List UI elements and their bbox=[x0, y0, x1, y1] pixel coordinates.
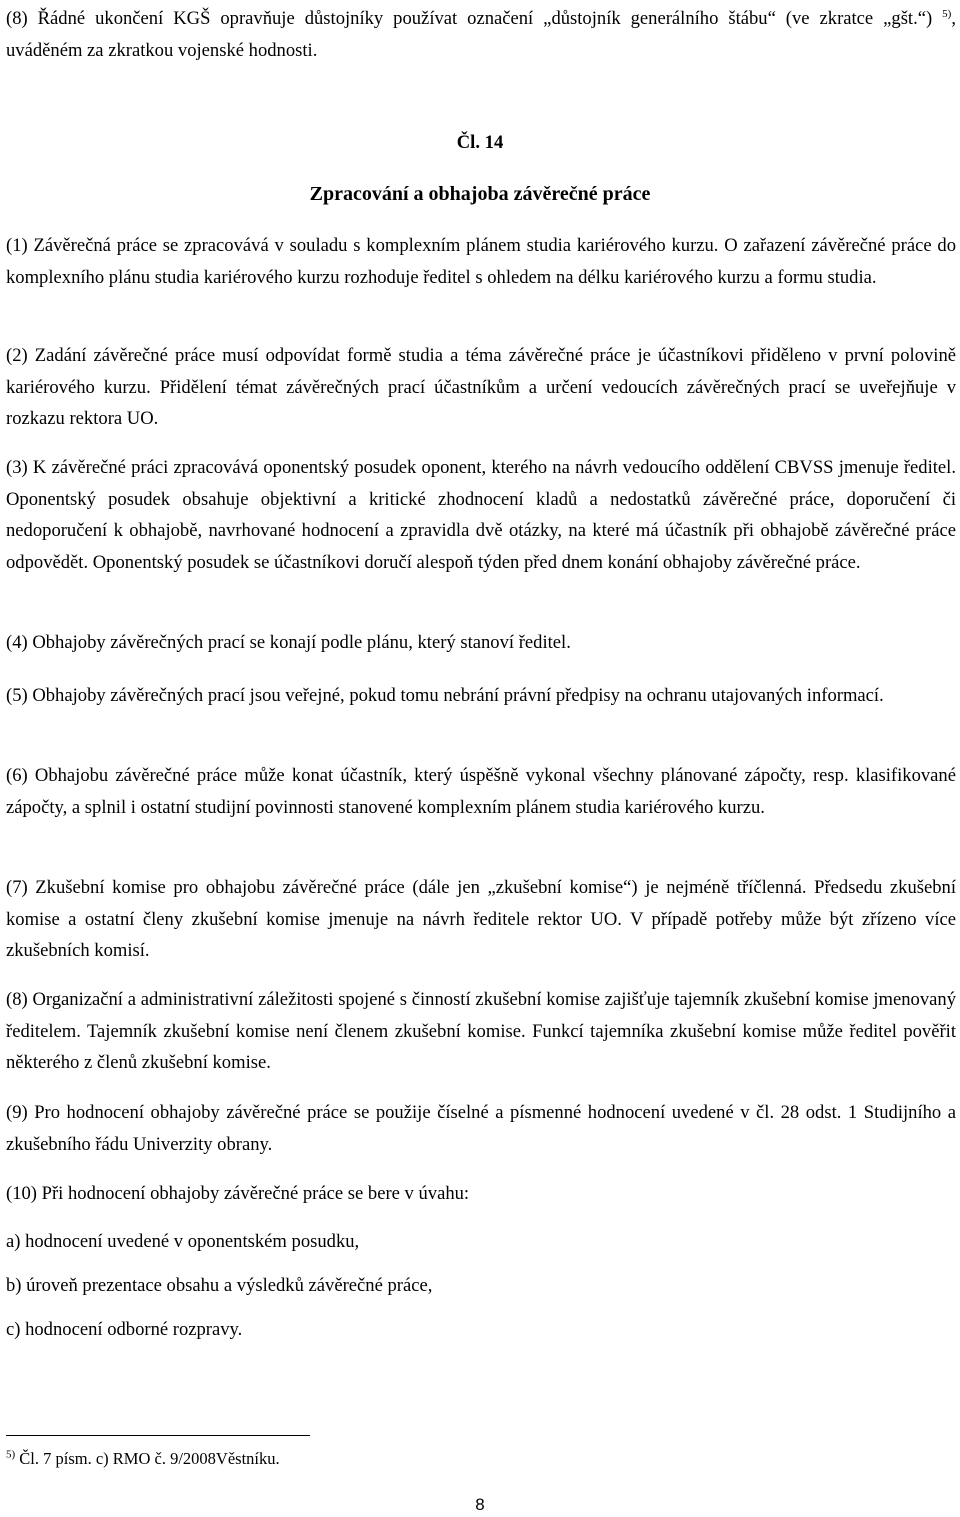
footnote-text: Čl. 7 písm. c) RMO č. 9/2008Věstníku. bbox=[15, 1449, 280, 1468]
paragraph-5: (5) Obhajoby závěrečných prací jsou veřejné, pokud tomu nebrání právní předpisy na ochranu utajovaných informací. bbox=[6, 685, 884, 706]
paragraph-8-top bbox=[6, 3, 956, 66]
footnote bbox=[6, 1448, 706, 1470]
page-number: 8 bbox=[475, 1495, 485, 1514]
article-number: Čl. 14 bbox=[456, 132, 504, 153]
paragraph-4: (4) Obhajoby závěrečných prací se konají podle plánu, který stanoví ředitel. bbox=[6, 632, 571, 653]
paragraph-9: (9) Pro hodnocení obhajoby závěrečné práce se použije číselné a písmenné hodnocení uvedené v čl. 28 odst. 1 Studijního a zkušebního řádu Univerzity obrany. bbox=[6, 1102, 956, 1155]
paragraph-10: (10) Při hodnocení obhajoby závěrečné práce se bere v úvahu: bbox=[6, 1183, 470, 1204]
list-item-a: a) hodnocení uvedené v oponentském posudku, bbox=[6, 1231, 360, 1252]
paragraph-8-text-end: , uváděném za zkratkou vojenské hodnosti. bbox=[6, 8, 956, 61]
paragraph-8-text: (8) Řádné ukončení KGŠ opravňuje důstojníky používat označení „důstojník generálního štábu“ (ve zkratce „gšt.“) bbox=[6, 8, 933, 29]
footnote-mark: 5) bbox=[6, 1448, 16, 1461]
footnote-separator bbox=[6, 1435, 310, 1436]
paragraph-8: (8) Organizační a administrativní záležitosti spojené s činností zkušební komise zajišťuje tajemník zkušební komise jmenovaný ředitelem. Tajemník zkušební komise není členem zkušební komise. Funkcí tajemníka zkušební komise může ředitel pověřit některého z členů zkušební komise. bbox=[6, 989, 956, 1073]
article-title: Zpracování a obhajoba závěrečné práce bbox=[309, 183, 651, 205]
footnote-reference: 5) bbox=[942, 7, 952, 20]
paragraph-6: (6) Obhajobu závěrečné práce může konat účastník, který úspěšně vykonal všechny plánované zápočty, resp. klasifikované zápočty, a splnil i ostatní studijní povinnosti stanovené komplexním plánem studia kariérového kurzu. bbox=[6, 765, 956, 818]
paragraph-7: (7) Zkušební komise pro obhajobu závěrečné práce (dále jen „zkušební komise“) je nejméně tříčlenná. Předsedu zkušební komise a ostatní členy zkušební komise jmenuje na návrh ředitele rektor UO. V případě potřeby může být zřízeno více zkušebních komisí. bbox=[6, 877, 956, 961]
list-item-c: c) hodnocení odborné rozpravy. bbox=[6, 1319, 243, 1340]
paragraph-3: (3) K závěrečné práci zpracovává oponentský posudek oponent, kterého na návrh vedoucího oddělení CBVSS jmenuje ředitel. Oponentský posudek obsahuje objektivní a kritické zhodnocení kladů a nedostatků závěrečné práce, doporučení či nedoporučení k obhajobě, navrhované hodnocení a zpravidla dvě otázky, na které má účastník při obhajobě závěrečné práce odpovědět. Oponentský posudek se účastníkovi doručí alespoň týden před dnem konání obhajoby závěrečné práce. bbox=[6, 457, 956, 573]
paragraph-2: (2) Zadání závěrečné práce musí odpovídat formě studia a téma závěrečné práce je účastníkovi přiděleno v první polovině kariérového kurzu. Přidělení témat závěrečných prací účastníkům a určení vedoucích závěrečných prací se uveřejňuje v rozkazu rektora UO. bbox=[6, 345, 956, 429]
list-item-b: b) úroveň prezentace obsahu a výsledků závěrečné práce, bbox=[6, 1275, 433, 1296]
paragraph-1: (1) Závěrečná práce se zpracovává v souladu s komplexním plánem studia kariérového kurzu. O zařazení závěrečné práce do komplexního plánu studia kariérového kurzu rozhoduje ředitel s ohledem na délku kariérového kurzu a formu studia. bbox=[6, 235, 956, 288]
